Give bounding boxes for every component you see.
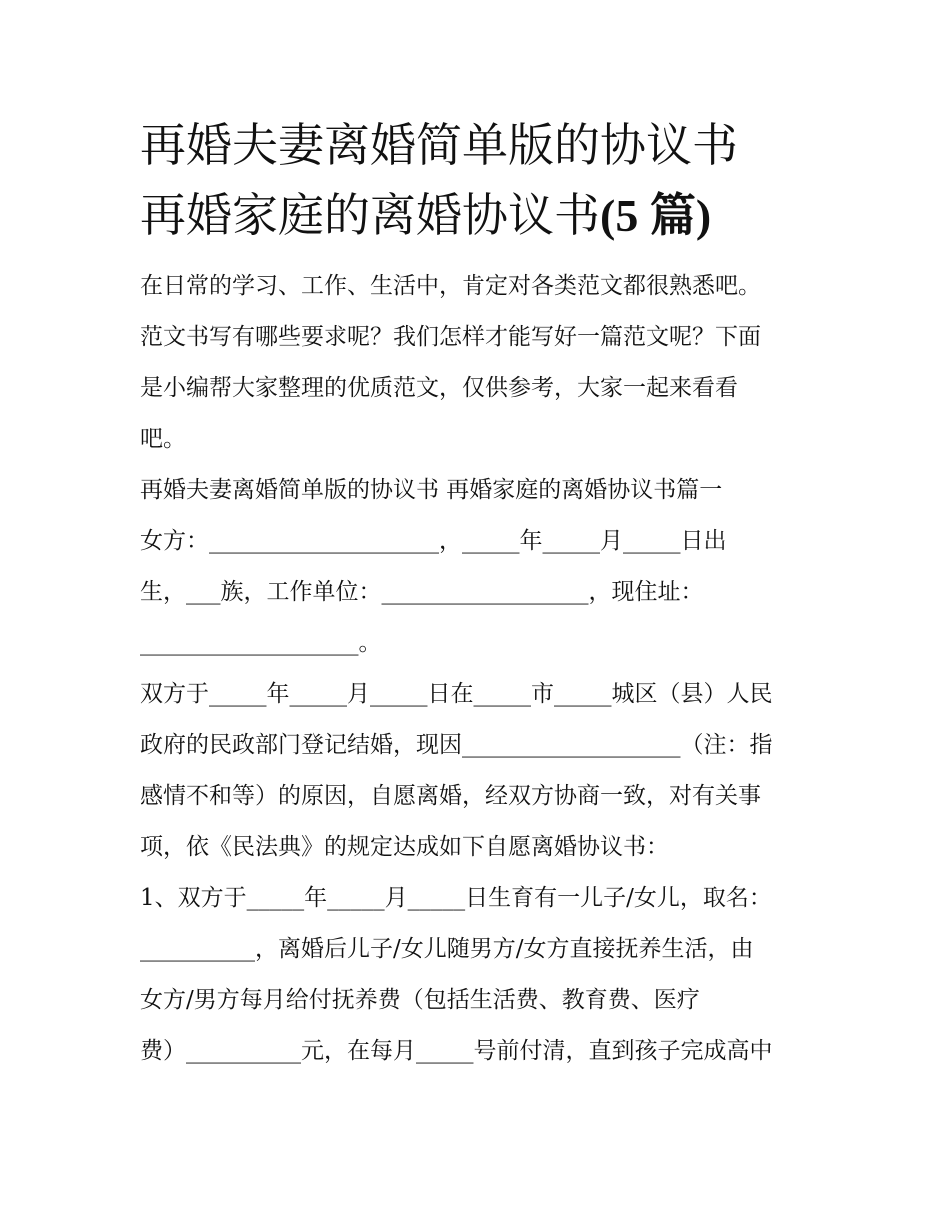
clause-1-line-4: 费）__________元，在每月_____号前付清，直到孩子完成高中 bbox=[140, 1038, 773, 1064]
intro-line-1: 在日常的学习、工作、生活中，肯定对各类范文都很熟悉吧。 bbox=[140, 273, 761, 299]
marriage-clause-line-4: 项，依《民法典》的规定达成如下自愿离婚协议书： bbox=[140, 834, 669, 860]
intro-line-3: 是小编帮大家整理的优质范文，仅供参考，大家一起来看看 bbox=[140, 375, 738, 401]
party-woman-line-2: 生，___族，工作单位：__________________，现住址： bbox=[140, 579, 704, 605]
marriage-clause-line-2: 政府的民政部门登记结婚，现因___________________（注：指 bbox=[140, 732, 773, 758]
clause-1-line-1: 1、双方于_____年_____月_____日生育有一儿子/女儿，取名： bbox=[140, 885, 772, 911]
party-woman-line-1: 女方：____________________，_____年_____月_____日出 bbox=[140, 528, 727, 554]
title-line-2 bbox=[140, 180, 820, 251]
marriage-clause-line-3: 感情不和等）的原因，自愿离婚，经双方协商一致，对有关事 bbox=[140, 783, 761, 809]
section-heading: 再婚夫妻离婚简单版的协议书 再婚家庭的离婚协议书篇一 bbox=[140, 477, 723, 503]
marriage-clause-line-1: 双方于_____年_____月_____日在_____市_____城区（县）人民 bbox=[140, 681, 773, 707]
clause-1-line-2: __________，离婚后儿子/女儿随男方/女方直接抚养生活，由 bbox=[140, 936, 754, 962]
intro-line-2: 范文书写有哪些要求呢？我们怎样才能写好一篇范文呢？下面 bbox=[140, 324, 761, 350]
clause-1-line-3: 女方/男方每月给付抚养费（包括生活费、教育费、医疗 bbox=[140, 987, 700, 1013]
intro-line-4: 吧。 bbox=[140, 426, 186, 452]
document-body bbox=[140, 261, 820, 1077]
title-line-2-main: 再婚家庭的离婚协议书 bbox=[140, 188, 600, 242]
document-page bbox=[140, 110, 820, 1077]
title-line-2-suffix: (5 篇) bbox=[600, 190, 712, 241]
party-woman-line-3: ___________________。 bbox=[140, 630, 382, 656]
title-line-1: 再婚夫妻离婚简单版的协议书 bbox=[140, 118, 738, 172]
document-title bbox=[140, 110, 820, 251]
